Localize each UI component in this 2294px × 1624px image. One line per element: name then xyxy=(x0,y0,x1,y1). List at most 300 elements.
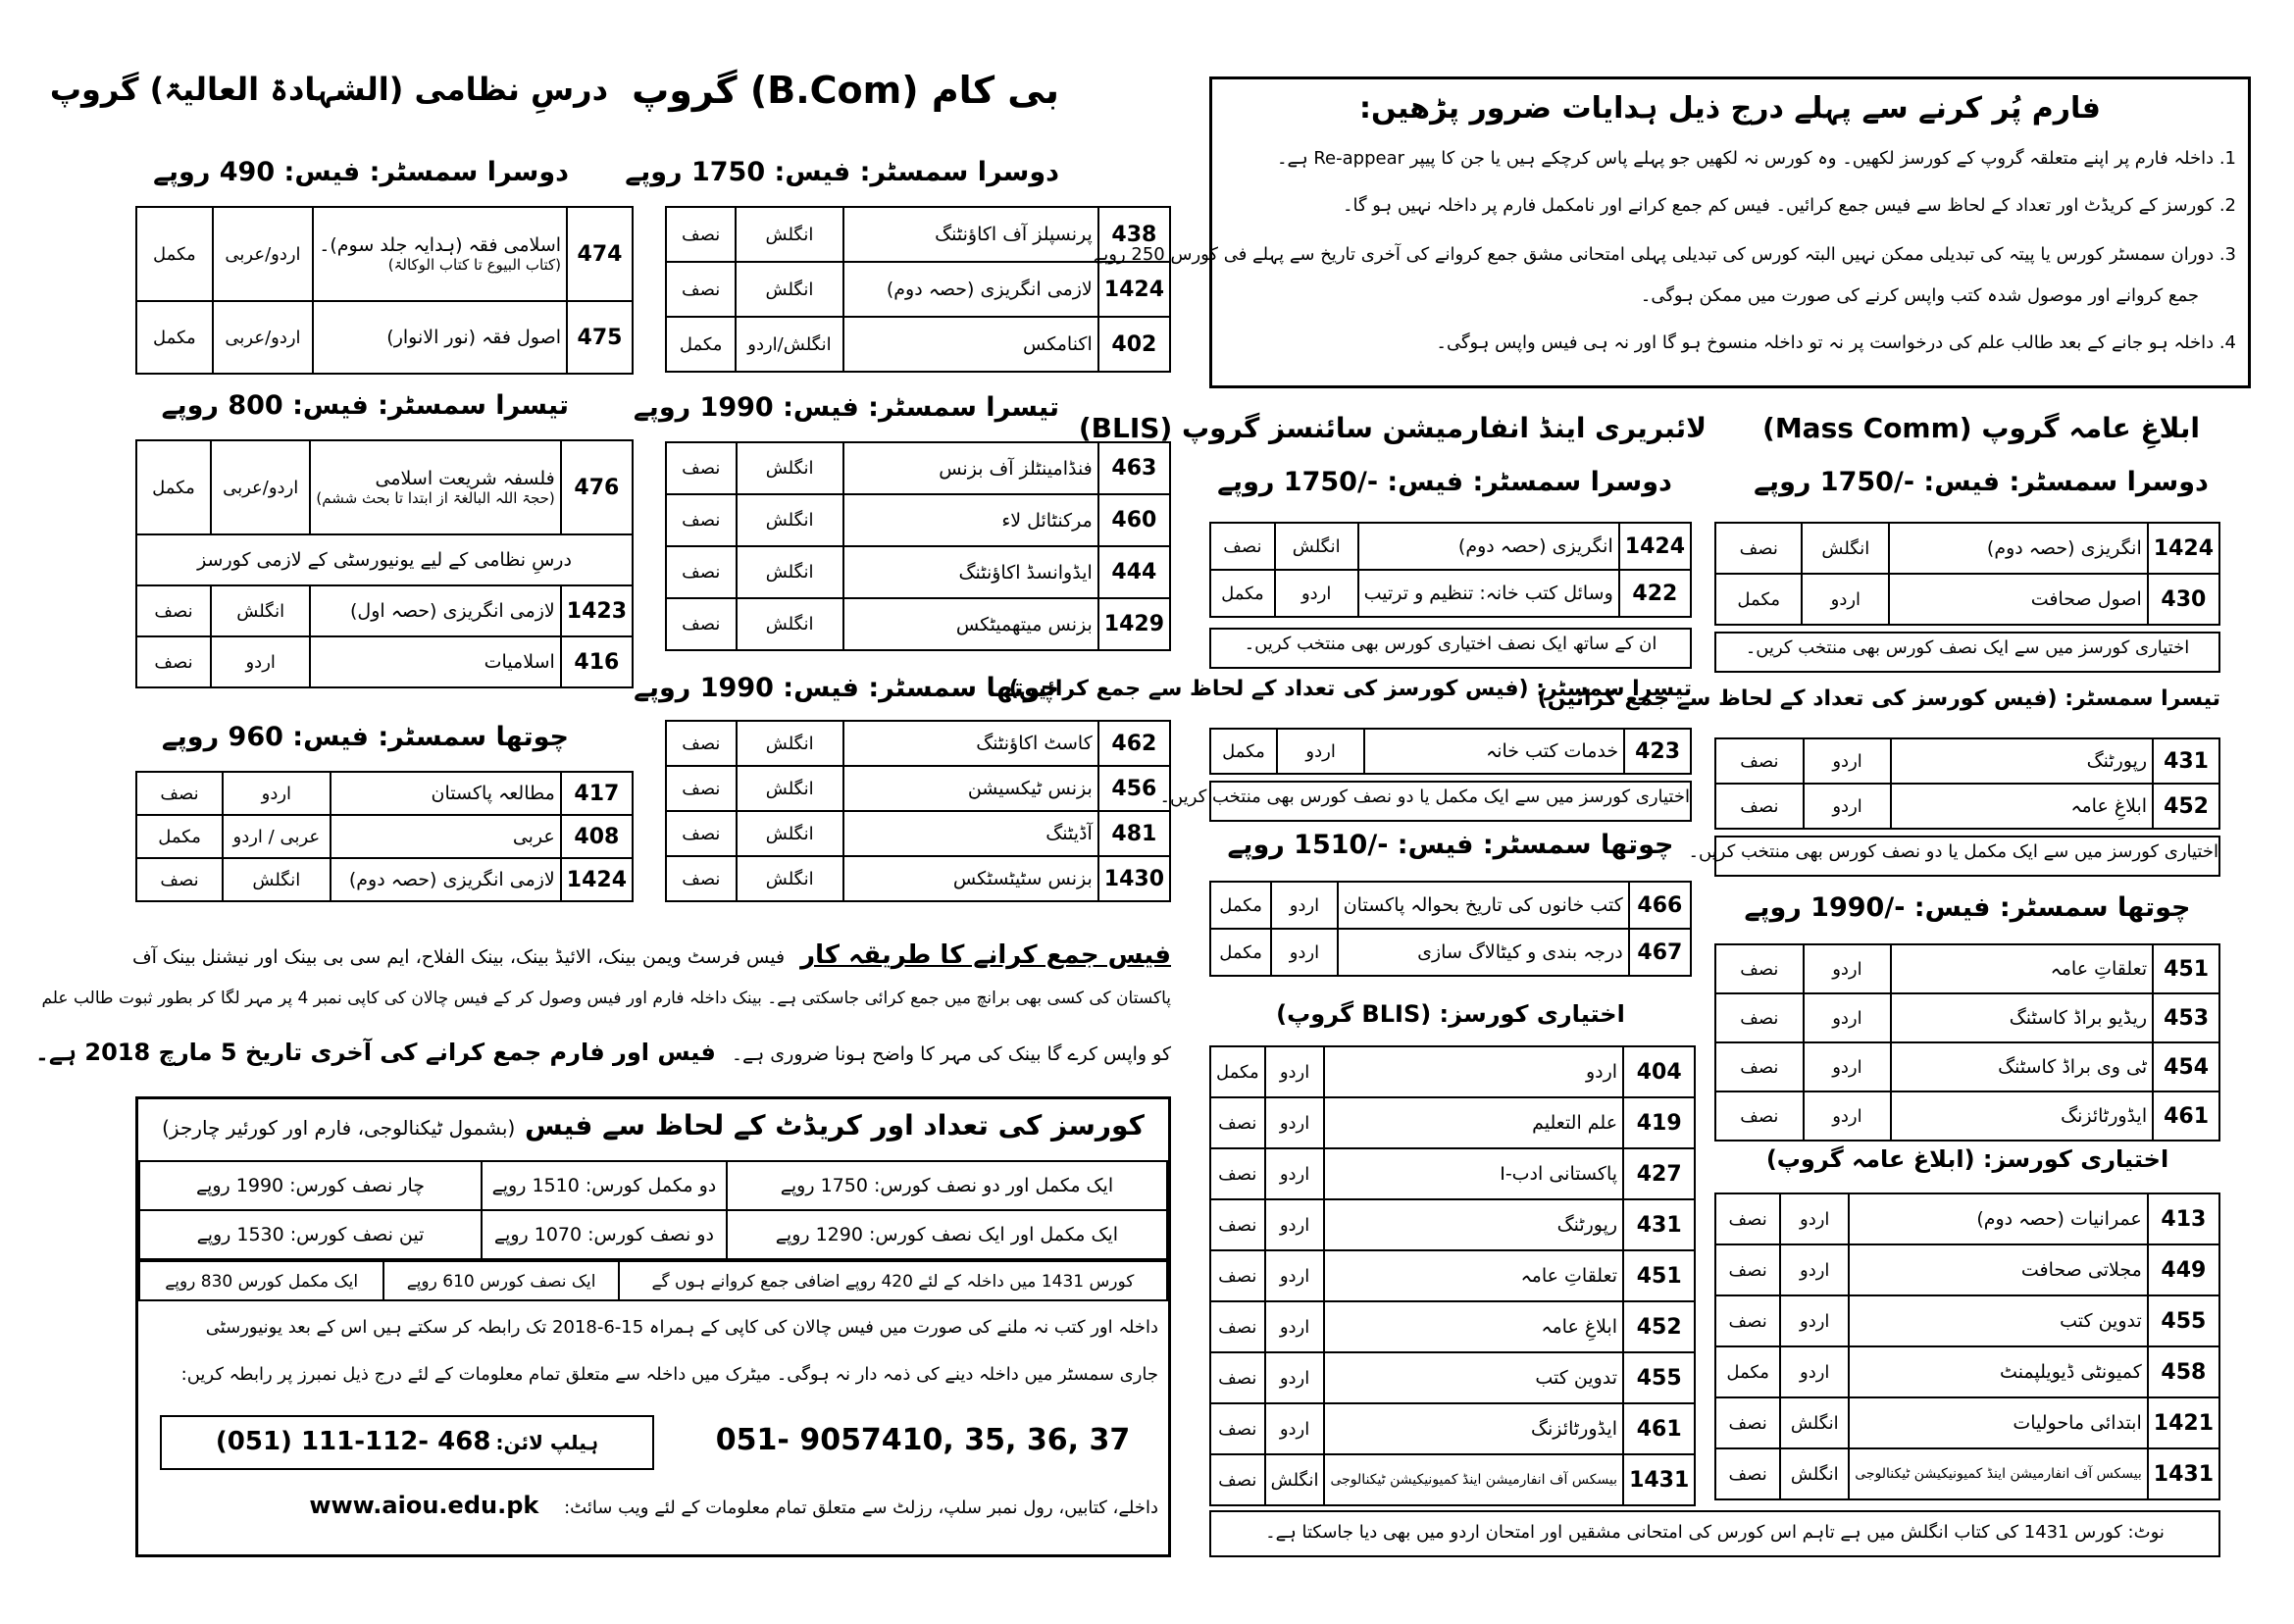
course-name: تعلقاتِ عامہ xyxy=(1891,944,2153,993)
table-row xyxy=(1715,944,2219,993)
course-language: انگلش xyxy=(737,766,843,811)
instruction-3-cont: جمع کروانے اور موصول شدہ کتب واپس کرنے کی صورت میں ممکن ہوگی۔ xyxy=(1640,285,2199,306)
dars-sem2-table xyxy=(135,206,634,375)
course-name-main: فلسفہ شریعت اسلامی xyxy=(375,468,555,489)
course-language: اردو xyxy=(1277,729,1364,774)
course-type: نصف xyxy=(666,856,737,901)
course-type: نصف xyxy=(1715,1244,1780,1295)
course-name: علم التعلیم xyxy=(1324,1097,1623,1148)
course-code: 413 xyxy=(2148,1193,2219,1244)
course-type: نصف xyxy=(666,207,736,262)
fee-cell: ایک مکمل اور دو نصف کورس: 1750 روپے xyxy=(727,1161,1167,1210)
course-language: اردو xyxy=(1275,570,1358,617)
fee-cell: دو مکمل کورس: 1510 روپے xyxy=(482,1161,727,1210)
course-name: ایڈورٹائزنگ xyxy=(1891,1091,2153,1141)
course-name: فنڈامینٹلز آف بزنس xyxy=(843,442,1098,494)
bcom-sem2-table xyxy=(665,206,1171,373)
phone-numbers: 051- 9057410, 35, 36, 37 xyxy=(715,1423,1131,1457)
fee-table-subtitle: (بشمول ٹیکنالوجی، فارم اور کورئیر چارجز) xyxy=(162,1116,516,1140)
course-code: 451 xyxy=(2153,944,2219,993)
course-language: اردو xyxy=(1804,738,1892,784)
table-row xyxy=(666,494,1170,546)
course-code: 438 xyxy=(1098,207,1170,262)
table-row xyxy=(136,585,633,636)
course-name: ابلاغِ عامہ xyxy=(1891,784,2153,829)
course-type: نصف xyxy=(666,494,737,546)
course-language: اردو xyxy=(211,636,310,687)
table-row xyxy=(136,858,633,901)
table-row xyxy=(1715,738,2219,784)
blis-sem3-note: اختیاری کورسز میں سے ایک مکمل یا دو نصف کورس بھی منتخب کریں۔ xyxy=(1209,781,1692,822)
course-code: 460 xyxy=(1098,494,1170,546)
table-row xyxy=(1715,574,2219,625)
course-type: نصف xyxy=(136,585,211,636)
fee-method-section xyxy=(34,937,1171,1084)
table-row xyxy=(1210,729,1691,774)
course-language: اردو xyxy=(1265,1046,1325,1097)
masscomm-optional-title: اختیاری کورسز: (ابلاغ عامہ گروپ) xyxy=(1765,1145,2169,1173)
fee-cell: چار نصف کورس: 1990 روپے xyxy=(139,1161,482,1210)
bottom-line-2: جاری سمسٹر میں داخلہ دینے کی ذمہ دار نہ ہوگی۔ میٹرک میں داخلہ سے متعلق تمام معلومات کے لئے درج ذیل نمبرز پر رابطہ کریں: xyxy=(180,1364,1158,1385)
masscomm-sem3-note: اختیاری کورسز میں سے ایک مکمل یا دو نصف کورس بھی منتخب کریں۔ xyxy=(1714,836,2220,877)
course-language: انگلش/اردو xyxy=(736,317,842,372)
course-type: نصف xyxy=(136,858,223,901)
table-row xyxy=(136,301,633,374)
course-language: اردو xyxy=(1802,574,1889,625)
blis-sem3-table xyxy=(1209,728,1692,775)
course-name: مجلاتی صحافت xyxy=(1849,1244,2148,1295)
table-row xyxy=(1715,1042,2219,1091)
course-type: مکمل xyxy=(666,317,736,372)
course-type: نصف xyxy=(1715,738,1804,784)
course-language: اردو xyxy=(1804,1042,1892,1091)
course-name: وسائل کتب خانہ: تنظیم و ترتیب xyxy=(1358,570,1619,617)
course-language: اردو xyxy=(1265,1148,1325,1199)
course-type: نصف xyxy=(666,442,737,494)
course-name: پاکستانی ادب-I xyxy=(1324,1148,1623,1199)
course-code: 431 xyxy=(1623,1199,1695,1250)
website-text: داخلے، کتابیں، رول نمبر سلپ، رزلٹ سے متعلق تمام معلومات کے لئے ویب سائٹ: xyxy=(564,1497,1158,1518)
blis-sem2-table xyxy=(1209,522,1692,618)
course-type: نصف xyxy=(1715,993,1804,1042)
course-type: مکمل xyxy=(136,440,211,534)
course-type: مکمل xyxy=(136,815,223,858)
course-type: نصف xyxy=(136,636,211,687)
blis-sem4-table xyxy=(1209,881,1692,977)
blis-optional-title: اختیاری کورسز: (BLIS گروپ) xyxy=(1276,1000,1625,1028)
course-code: 1424 xyxy=(1619,523,1691,570)
course-type: نصف xyxy=(666,598,737,650)
table-row xyxy=(1715,784,2219,829)
table-row xyxy=(1715,1193,2219,1244)
course-type: نصف xyxy=(136,772,223,815)
course-type: نصف xyxy=(666,546,737,598)
course-name: ابتدائی ماحولیات xyxy=(1849,1397,2148,1448)
course-type: مکمل xyxy=(1715,574,1802,625)
helpline-label: ہیلپ لائن: xyxy=(495,1431,599,1454)
course-language: اردو xyxy=(1271,882,1338,929)
course-code: 430 xyxy=(2148,574,2219,625)
course-code: 476 xyxy=(561,440,633,534)
course-name: عربی xyxy=(331,815,561,858)
instruction-2: 2. کورسز کے کریڈٹ اور تعداد کے لحاظ سے فیس جمع کرائیں۔ فیس کم جمع کرانے اور نامکمل فارم پر داخلہ نہیں ہو گا۔ xyxy=(1342,195,2236,216)
course-name: ایڈورٹائزنگ xyxy=(1324,1403,1623,1454)
bcom-sem4-title: چوتھا سمسٹر: فیس: 1990 روپے xyxy=(634,673,1059,703)
table-row xyxy=(666,262,1170,317)
masscomm-sem3-title: تیسرا سمسٹر: (فیس کورسز کی تعداد کے لحاظ سے جمع کرائیں) xyxy=(1537,686,2220,711)
course-code: 458 xyxy=(2148,1346,2219,1397)
course-name: بزنس سٹیٹسٹکس xyxy=(843,856,1098,901)
website-line xyxy=(148,1492,1158,1519)
course-code: 462 xyxy=(1098,721,1170,766)
masscomm-sem2-note: اختیاری کورسز میں سے ایک نصف کورس بھی منتخب کریں۔ xyxy=(1714,632,2220,673)
course-type: نصف xyxy=(1210,1199,1265,1250)
instructions-title: فارم پُر کرنے سے پہلے درج ذیل ہدایات ضرور پڑھیں: xyxy=(1359,91,2101,126)
bcom-title: بی کام (B.Com) گروپ xyxy=(632,69,1059,112)
blis-title: لائبریری اینڈ انفارمیشن سائنسز گروپ (BLIS) xyxy=(1078,412,1707,444)
course-type: مکمل xyxy=(1715,1346,1780,1397)
bcom-sem2-title: دوسرا سمسٹر: فیس: 1750 روپے xyxy=(625,157,1059,187)
dars-sem4-title: چوتھا سمسٹر: فیس: 960 روپے xyxy=(161,722,569,752)
fee-table-title: کورسز کی تعداد اور کریڈٹ کے لحاظ سے فیس xyxy=(525,1109,1145,1142)
course-type: مکمل xyxy=(1210,729,1277,774)
course-name: لازمی انگریزی (حصہ دوم) xyxy=(331,858,561,901)
course-language: انگلش xyxy=(736,262,842,317)
course-code: 1430 xyxy=(1098,856,1170,901)
course-code: 422 xyxy=(1619,570,1691,617)
course-code: 408 xyxy=(561,815,633,858)
course-name: خدمات کتب خانہ xyxy=(1364,729,1624,774)
course-code: 404 xyxy=(1623,1046,1695,1097)
course-type: نصف xyxy=(1715,1295,1780,1346)
table-row xyxy=(666,317,1170,372)
course-language: اردو xyxy=(1804,944,1892,993)
course-code: 1424 xyxy=(1098,262,1170,317)
compulsory-note: درسِ نظامی کے لیے یونیورسٹی کے لازمی کورسز xyxy=(136,534,633,585)
course-type: مکمل xyxy=(136,301,213,374)
course-name: پرنسپلز آف اکاؤنٹنگ xyxy=(843,207,1098,262)
course-code: 456 xyxy=(1098,766,1170,811)
table-row xyxy=(1715,523,2219,574)
fee-table-header xyxy=(138,1109,1168,1142)
course-type: مکمل xyxy=(1210,882,1271,929)
course-language: انگلش xyxy=(737,494,843,546)
course-code: 1423 xyxy=(561,585,633,636)
course-code: 453 xyxy=(2153,993,2219,1042)
table-row xyxy=(136,772,633,815)
course-code: 455 xyxy=(1623,1352,1695,1403)
table-row xyxy=(1715,1397,2219,1448)
course-type: نصف xyxy=(1715,1091,1804,1141)
table-row xyxy=(1210,1403,1695,1454)
course-type: نصف xyxy=(666,811,737,856)
compulsory-note-row xyxy=(136,534,633,585)
dars-sem4-table xyxy=(135,771,634,902)
bcom-sem3-table xyxy=(665,441,1171,651)
course-code: 1424 xyxy=(561,858,633,901)
table-row xyxy=(666,811,1170,856)
course-language: انگلش xyxy=(1780,1397,1849,1448)
course-language: اردو xyxy=(1265,1097,1325,1148)
course-name: لازمی انگریزی (حصہ اول) xyxy=(310,585,560,636)
table-row xyxy=(1210,1454,1695,1505)
course-name: مرکنٹائل لاء xyxy=(843,494,1098,546)
masscomm-title: ابلاغِ عامہ گروپ (Mass Comm) xyxy=(1762,412,2200,444)
course-code: 1431 xyxy=(1623,1454,1695,1505)
course-type: نصف xyxy=(666,766,737,811)
table-row xyxy=(666,598,1170,650)
course-language: انگلش xyxy=(1780,1448,1849,1499)
course-language: انگلش xyxy=(1275,523,1358,570)
course-name: ٹی وی براڈ کاسٹنگ xyxy=(1891,1042,2153,1091)
course-type: نصف xyxy=(1210,1454,1265,1505)
course-code: 463 xyxy=(1098,442,1170,494)
blis-sem2-note: ان کے ساتھ ایک نصف اختیاری کورس بھی منتخب کریں۔ xyxy=(1209,628,1692,669)
table-row xyxy=(666,442,1170,494)
course-type: نصف xyxy=(1210,523,1275,570)
instruction-4: 4. داخلہ ہو جانے کے بعد طالب علم کی درخواست پر نہ تو داخلہ منسوخ ہو گا اور نہ ہی فیس واپس ہوگی۔ xyxy=(1436,332,2236,353)
course-name: انگریزی (حصہ دوم) xyxy=(1889,523,2148,574)
course-name: رپورٹنگ xyxy=(1891,738,2153,784)
course-language: اردو xyxy=(1780,1193,1849,1244)
table-row xyxy=(1210,1046,1695,1097)
course-language: اردو/عربی xyxy=(213,207,314,301)
course-name: آڈیٹنگ xyxy=(843,811,1098,856)
course-language: اردو xyxy=(1265,1199,1325,1250)
course-code: 455 xyxy=(2148,1295,2219,1346)
instruction-1: 1. داخلہ فارم پر اپنے متعلقہ گروپ کے کورسز لکھیں۔ وہ کورس نہ لکھیں جو پہلے پاس کرچکے ہیں یا جن کا پیپر Re-appear ہے۔ xyxy=(1276,148,2236,169)
course-type: مکمل xyxy=(136,207,213,301)
table-row xyxy=(1210,570,1691,617)
course-name xyxy=(310,440,560,534)
bcom-sem3-title: تیسرا سمسٹر: فیس: 1990 روپے xyxy=(633,392,1059,423)
course-type: نصف xyxy=(1210,1301,1265,1352)
course-name: درجہ بندی و کیٹالاگ سازی xyxy=(1338,929,1629,976)
helpline-box xyxy=(160,1415,654,1470)
course-code: 474 xyxy=(567,207,633,301)
table-row xyxy=(1210,882,1691,929)
fee-method-line-1 xyxy=(131,937,1171,974)
blis-sem3-title: تیسرا سمسٹر: (فیس کورسز کی تعداد کے لحاظ سے جمع کرائیں) xyxy=(1008,677,1692,701)
course-code: 427 xyxy=(1623,1148,1695,1199)
course-code: 466 xyxy=(1629,882,1691,929)
course-name: کمیونٹی ڈیویلپمنٹ xyxy=(1849,1346,2148,1397)
course-code: 416 xyxy=(561,636,633,687)
course-code: 452 xyxy=(1623,1301,1695,1352)
course-name-sub: (کتاب البیوع تا کتاب الوکالۃ) xyxy=(387,256,562,274)
course-code: 431 xyxy=(2153,738,2219,784)
course-type: نصف xyxy=(1715,1042,1804,1091)
course-name: انگریزی (حصہ دوم) xyxy=(1358,523,1619,570)
table-row xyxy=(1715,1346,2219,1397)
table-row xyxy=(136,207,633,301)
masscomm-sem2-table xyxy=(1714,522,2220,626)
course-name: ریڈیو براڈ کاسٹنگ xyxy=(1891,993,2153,1042)
course-code: 454 xyxy=(2153,1042,2219,1091)
dars-sem3-table xyxy=(135,439,634,688)
course-name: اصول فقہ (نور الانوار) xyxy=(313,301,567,374)
dars-sem2-title: دوسرا سمسٹر: فیس: 490 روپے xyxy=(153,157,569,187)
masscomm-sem3-table xyxy=(1714,737,2220,830)
course-name: بزنس میتھمیٹکس xyxy=(843,598,1098,650)
website-url[interactable]: www.aiou.edu.pk xyxy=(309,1492,539,1519)
course-type: نصف xyxy=(1210,1148,1265,1199)
table-row xyxy=(136,815,633,858)
table-row xyxy=(1210,1148,1695,1199)
course-language: اردو xyxy=(1271,929,1338,976)
instruction-3: 3. دوران سمسٹر کورس یا پیتہ کی تبدیلی ممکن نہیں البتہ کورس کی تبدیلی پہلی امتحانی مشق جمع کروانے کی آخری تاریخ سے پہلے فی کورس 250 روپے xyxy=(1093,244,2236,265)
course-name: اصول صحافت xyxy=(1889,574,2148,625)
course-language: انگلش xyxy=(1265,1454,1325,1505)
table-row xyxy=(1715,1091,2219,1141)
course-name-sub: (حجۃ اللہ البالغۃ از ابتدا تا بحث ششم) xyxy=(316,489,555,507)
course-code: 475 xyxy=(567,301,633,374)
course-language: اردو xyxy=(1265,1352,1325,1403)
course-language: اردو xyxy=(1265,1301,1325,1352)
course-code: 481 xyxy=(1098,811,1170,856)
course-language: اردو xyxy=(1265,1403,1325,1454)
course-language: اردو xyxy=(1265,1250,1325,1301)
fee-table-box xyxy=(135,1096,1171,1557)
course-language: انگلش xyxy=(737,721,843,766)
fee-cell: ایک نصف کورس 610 روپے xyxy=(383,1261,618,1300)
fee-deadline: فیس اور فارم جمع کرانے کی آخری تاریخ 5 مارچ 2018 ہے۔ xyxy=(34,1039,716,1066)
table-row xyxy=(666,856,1170,901)
course-code: 467 xyxy=(1629,929,1691,976)
fee-method-text-1: فیس فرسٹ ویمن بینک، الائیڈ بینک، بینک الفلاح، ایم سی بی بینک اور نیشنل بینک آف xyxy=(131,946,786,968)
course-code: 417 xyxy=(561,772,633,815)
course-name: تعلقاتِ عامہ xyxy=(1324,1250,1623,1301)
course-code: 451 xyxy=(1623,1250,1695,1301)
course-name: مطالعہ پاکستان xyxy=(331,772,561,815)
course-language: اردو/عربی xyxy=(213,301,314,374)
fee-cell: تین نصف کورس: 1530 روپے xyxy=(139,1210,482,1259)
course-code: 444 xyxy=(1098,546,1170,598)
table-row xyxy=(1715,1448,2219,1499)
table-row xyxy=(1715,1295,2219,1346)
course-language: اردو xyxy=(1804,784,1892,829)
fee-cell: ایک مکمل اور ایک نصف کورس: 1290 روپے xyxy=(727,1210,1167,1259)
fee-method-text-3: کو واپس کرے گا بینک کی مہر کا واضح ہونا ضروری ہے۔ xyxy=(731,1043,1171,1065)
table-row xyxy=(1715,1244,2219,1295)
course-language: انگلش xyxy=(737,811,843,856)
course-code: 419 xyxy=(1623,1097,1695,1148)
course-type: نصف xyxy=(1715,944,1804,993)
course-type: نصف xyxy=(1715,1397,1780,1448)
table-row xyxy=(1210,1352,1695,1403)
course-code: 1431 xyxy=(2148,1448,2219,1499)
course-name: کتب خانوں کی تاریخ بحوالہ پاکستان xyxy=(1338,882,1629,929)
footnote: نوٹ: کورس 1431 کی کتاب انگلش میں ہے تاہم اس کورس کی امتحانی مشقیں اور امتحان اردو میں بھی دیا جاسکتا ہے۔ xyxy=(1209,1510,2220,1557)
course-code: 1429 xyxy=(1098,598,1170,650)
fee-cell: دو نصف کورس: 1070 روپے xyxy=(482,1210,727,1259)
helpline-number: (051) 111-112- 468 xyxy=(215,1427,491,1456)
course-type: نصف xyxy=(666,721,737,766)
course-type: نصف xyxy=(1715,1448,1780,1499)
table-row xyxy=(1210,1097,1695,1148)
bcom-sem4-table xyxy=(665,720,1171,902)
table-row xyxy=(666,546,1170,598)
course-name: کاسٹ اکاؤنٹنگ xyxy=(843,721,1098,766)
course-code: 423 xyxy=(1624,729,1691,774)
course-language: اردو xyxy=(1804,993,1892,1042)
course-language: اردو xyxy=(1804,1091,1892,1141)
table-row xyxy=(136,636,633,687)
course-language: اردو xyxy=(1780,1244,1849,1295)
blis-sem2-title: دوسرا سمسٹر: فیس: -/1750 روپے xyxy=(1217,467,1672,497)
course-name: بیسکس آف انفارمیشن اینڈ کمیونیکیشن ٹیکنالوجی xyxy=(1324,1454,1623,1505)
fee-table xyxy=(138,1160,1168,1260)
course-name: بیسکس آف انفارمیشن اینڈ کمیونیکیشن ٹیکنالوجی xyxy=(1849,1448,2148,1499)
course-language: انگلش xyxy=(737,546,843,598)
masscomm-sem2-title: دوسرا سمسٹر: فیس: -/1750 روپے xyxy=(1754,467,2209,497)
masscomm-optional-table xyxy=(1714,1193,2220,1500)
course-language: انگلش xyxy=(1802,523,1889,574)
course-name: عمرانیات (حصہ دوم) xyxy=(1849,1193,2148,1244)
course-code: 1424 xyxy=(2148,523,2219,574)
table-row xyxy=(139,1261,1167,1300)
course-language: انگلش xyxy=(223,858,330,901)
masscomm-sem4-title: چوتھا سمسٹر: فیس: -/1990 روپے xyxy=(1744,892,2191,923)
course-code: 1421 xyxy=(2148,1397,2219,1448)
course-name: تدوین کتب xyxy=(1849,1295,2148,1346)
course-name-main: اسلامی فقہ (ہدایہ جلد سوم)۔ xyxy=(319,234,562,256)
course-type: نصف xyxy=(1715,1193,1780,1244)
course-type: نصف xyxy=(1210,1250,1265,1301)
fee-cell: کورس 1431 میں داخلہ کے لئے 420 روپے اضافی جمع کروانے ہوں گے xyxy=(619,1261,1167,1300)
course-name: رپورٹنگ xyxy=(1324,1199,1623,1250)
course-code: 461 xyxy=(1623,1403,1695,1454)
table-row xyxy=(1210,929,1691,976)
course-language: انگلش xyxy=(737,442,843,494)
table-row xyxy=(1715,993,2219,1042)
fee-method-title: فیس جمع کرانے کا طریقہ کار xyxy=(800,940,1171,970)
course-language: اردو xyxy=(223,772,330,815)
course-code: 461 xyxy=(2153,1091,2219,1141)
blis-optional-table xyxy=(1209,1045,1696,1506)
fee-table-last xyxy=(138,1260,1168,1301)
dars-title: درسِ نظامی (الشہادۃ العالیۃ) گروپ xyxy=(49,71,608,108)
course-code: 449 xyxy=(2148,1244,2219,1295)
course-language: اردو xyxy=(1780,1346,1849,1397)
course-type: نصف xyxy=(1210,1097,1265,1148)
table-row xyxy=(666,721,1170,766)
table-row xyxy=(1210,1199,1695,1250)
course-type: مکمل xyxy=(1210,929,1271,976)
course-language: اردو xyxy=(1780,1295,1849,1346)
course-name: ابلاغِ عامہ xyxy=(1324,1301,1623,1352)
table-row xyxy=(666,207,1170,262)
fee-method-line-2: پاکستان کی کسی بھی برانچ میں جمع کرائی جاسکتی ہے۔ بینک داخلہ فارم اور فیس وصول کر کے فیس چالان کی کاپی نمبر 4 پر مہر لگا کر بطور ثبوت طالب علم xyxy=(41,989,1171,1008)
course-name xyxy=(313,207,567,301)
table-row xyxy=(1210,1250,1695,1301)
course-code: 402 xyxy=(1098,317,1170,372)
course-language: انگلش xyxy=(211,585,310,636)
fee-cell: ایک مکمل کورس 830 روپے xyxy=(139,1261,383,1300)
course-type: مکمل xyxy=(1210,570,1275,617)
table-row xyxy=(666,766,1170,811)
table-row xyxy=(1210,1301,1695,1352)
course-language: عربی / اردو xyxy=(223,815,330,858)
course-name: اسلامیات xyxy=(310,636,560,687)
course-name: بزنس ٹیکسیشن xyxy=(843,766,1098,811)
fee-method-line-3 xyxy=(34,1033,1171,1072)
course-name: تدوین کتب xyxy=(1324,1352,1623,1403)
course-language: انگلش xyxy=(737,598,843,650)
course-type: نصف xyxy=(1210,1403,1265,1454)
masscomm-sem4-table xyxy=(1714,943,2220,1142)
course-name: اردو xyxy=(1324,1046,1623,1097)
